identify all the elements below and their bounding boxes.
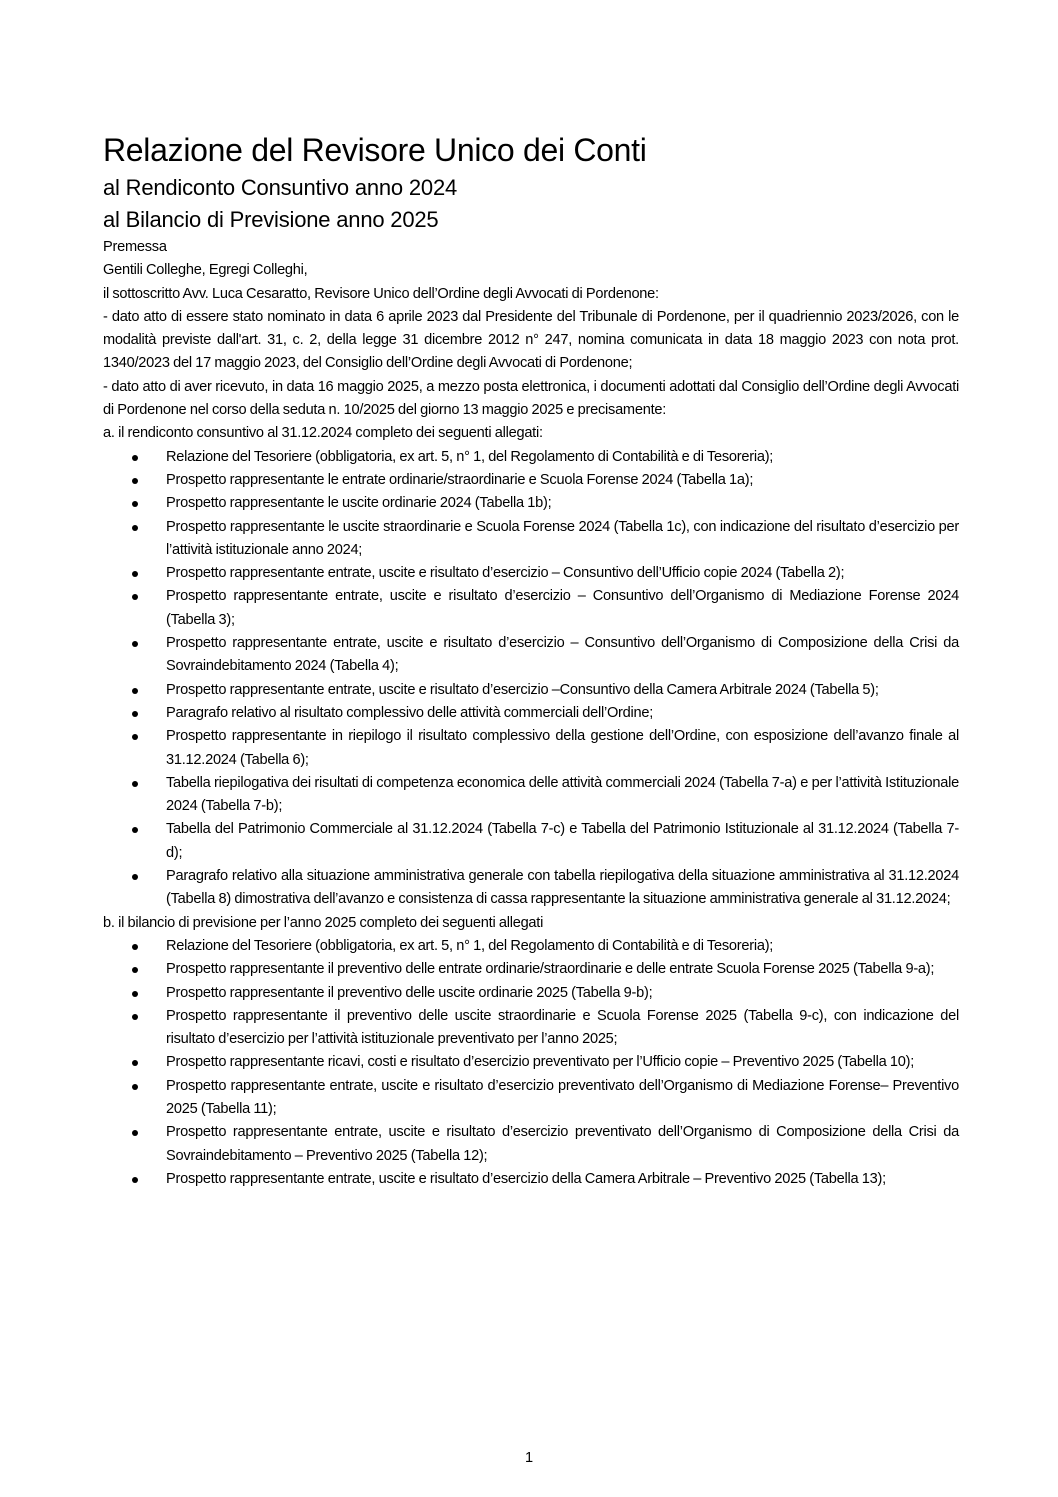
list-item (103, 1168, 959, 1191)
bullet-icon (132, 711, 138, 717)
list-item (103, 772, 959, 819)
bullet-icon (132, 827, 138, 833)
list-item (103, 702, 959, 725)
list-item (103, 1051, 959, 1074)
documents-received-paragraph: - dato atto di aver ricevuto, in data 16 maggio 2025, a mezzo posta elettronica, i documenti adottati dal Consiglio dell’Ordine degli Avvocati di Pordenone nel corso della seduta n. 10/2025 del giorno 13 maggio 2025 e precisamente: (103, 378, 959, 419)
list-item (103, 1005, 959, 1052)
list-item-text: Prospetto rappresentante entrate, uscite e risultato d’esercizio – Consuntivo dell’Ufficio copie 2024 (Tabella 2); (166, 565, 845, 582)
bullet-icon (132, 501, 138, 507)
list-a (103, 446, 959, 912)
list-item-text: Prospetto rappresentante le entrate ordinarie/straordinarie e Scuola Forense 2024 (Tabella 1a); (166, 471, 754, 488)
list-item-text: Tabella del Patrimonio Commerciale al 31.12.2024 (Tabella 7-c) e Tabella del Patrimonio Istituzionale al 31.12.2024 (Tabella 7-d); (166, 821, 959, 861)
nomination-paragraph: - dato atto di essere stato nominato in data 6 aprile 2023 dal Presidente del Tribunale di Pordenone, per il quadriennio 2023/2026, con le modalità previste dall'art. 31, c. 2, della legge 31 dicembre 2012 n° 247, nomina comunicata in data 18 maggio 2023 con nota prot. 1340/2023 del 17 maggio 2023, del Consiglio dell’Ordine degli Avvocati di Pordenone; (103, 308, 959, 372)
list-item-text: Prospetto rappresentante entrate, uscite e risultato d’esercizio preventivato dell’Organismo di Mediazione Forense– Preventivo 2025 (Tabella 11); (166, 1077, 959, 1117)
list-item-text: Prospetto rappresentante ricavi, costi e risultato d’esercizio preventivato per l’Ufficio copie – Preventivo 2025 (Tabella 10); (166, 1054, 915, 1071)
bullet-icon (132, 1014, 138, 1020)
page-content (103, 128, 959, 1191)
bullet-icon (132, 478, 138, 484)
list-item-text: Paragrafo relativo al risultato complessivo delle attività commerciali dell’Ordine; (166, 704, 654, 721)
bullet-icon (132, 455, 138, 461)
bullet-icon (132, 525, 138, 531)
document-body (103, 236, 959, 1191)
list-item (103, 818, 959, 865)
list-item (103, 492, 959, 515)
list-item (103, 1121, 959, 1168)
list-item (103, 982, 959, 1005)
bullet-icon (132, 594, 138, 600)
page-number: 1 (524, 1450, 534, 1466)
list-item-text: Relazione del Tesoriere (obbligatoria, ex art. 5, n° 1, del Regolamento di Contabilità e di Tesoreria); (166, 448, 774, 465)
bullet-icon (132, 1084, 138, 1090)
list-item-text: Prospetto rappresentante entrate, uscite e risultato d’esercizio della Camera Arbitrale – Preventivo 2025 (Tabella 13); (166, 1170, 886, 1187)
premessa-heading: Premessa (103, 239, 167, 255)
list-item-text: Prospetto rappresentante entrate, uscite e risultato d’esercizio –Consuntivo della Camera Arbitrale 2024 (Tabella 5); (166, 681, 879, 698)
list-item (103, 958, 959, 981)
list-item (103, 865, 959, 912)
bullet-icon (132, 874, 138, 880)
list-item (103, 679, 959, 702)
list-item (103, 562, 959, 585)
bullet-icon (132, 1177, 138, 1183)
section-b-heading: b. il bilancio di previsione per l’anno 2025 completo dei seguenti allegati (103, 914, 544, 931)
list-item-text: Prospetto rappresentante le uscite straordinarie e Scuola Forense 2024 (Tabella 1c), con indicazione del risultato d’esercizio per l’attività istituzionale anno 2024; (166, 518, 959, 558)
list-item-text: Prospetto rappresentante il preventivo delle uscite ordinarie 2025 (Tabella 9-b); (166, 984, 653, 1001)
list-item-text: Prospetto rappresentante entrate, uscite e risultato d’esercizio – Consuntivo dell’Organismo di Composizione della Crisi da Sovraindebitamento 2024 (Tabella 4); (166, 635, 959, 675)
list-item-text: Prospetto rappresentante il preventivo delle uscite straordinarie e Scuola Forense 2025 (Tabella 9-c), con indicazione del risultato d’esercizio per l’attività istituzionale preventivato per l’anno 2025; (166, 1007, 959, 1048)
bullet-icon (132, 1130, 138, 1136)
list-item (103, 725, 959, 772)
list-item-text: Relazione del Tesoriere (obbligatoria, ex art. 5, n° 1, del Regolamento di Contabilità e di Tesoreria); (166, 937, 774, 954)
list-item (103, 469, 959, 492)
list-item (103, 632, 959, 679)
list-item (103, 1075, 959, 1122)
document-title: Relazione del Revisore Unico dei Conti (103, 132, 647, 168)
list-item-text: Prospetto rappresentante entrate, uscite e risultato d’esercizio preventivato dell’Organismo di Composizione della Crisi da Sovraindebitamento – Preventivo 2025 (Tabella 12); (166, 1124, 959, 1164)
list-item (103, 516, 959, 563)
list-item-text: Prospetto rappresentante il preventivo delle entrate ordinarie/straordinarie e delle entrate Scuola Forense 2025 (Tabella 9-a); (166, 961, 935, 978)
bullet-icon (132, 781, 138, 787)
list-item-text: Prospetto rappresentante le uscite ordinarie 2024 (Tabella 1b); (166, 495, 552, 512)
list-item-text: Prospetto rappresentante entrate, uscite e risultato d’esercizio – Consuntivo dell’Organismo di Mediazione Forense 2024 (Tabella 3); (166, 588, 959, 628)
list-item (103, 585, 959, 632)
list-item-text: Tabella riepilogativa dei risultati di competenza economica delle attività commerciali 2024 (Tabella 7-a) e per l’attività Istituzionale 2024 (Tabella 7-b); (166, 774, 959, 815)
bullet-icon (132, 944, 138, 950)
bullet-icon (132, 991, 138, 997)
document-subtitle-consuntivo: al Rendiconto Consuntivo anno 2024 (103, 175, 458, 200)
bullet-icon (132, 571, 138, 577)
section-a-heading: a. il rendiconto consuntivo al 31.12.2024 completo dei seguenti allegati: (103, 425, 543, 442)
list-item (103, 446, 959, 469)
bullet-icon (132, 641, 138, 647)
list-b (103, 935, 959, 1191)
list-item (103, 935, 959, 958)
list-item-text: Prospetto rappresentante in riepilogo il risultato complessivo della gestione dell’Ordine, con esposizione dell’avanzo finale al 31.12.2024 (Tabella 6); (166, 728, 959, 768)
bullet-icon (132, 967, 138, 973)
bullet-icon (132, 688, 138, 694)
bullet-icon (132, 734, 138, 740)
greeting: Gentili Colleghe, Egregi Colleghi, (103, 262, 308, 279)
intro-paragraph: il sottoscritto Avv. Luca Cesaratto, Revisore Unico dell’Ordine degli Avvocati di Pordenone: (103, 285, 659, 302)
document-subtitle-previsione: al Bilancio di Previsione anno 2025 (103, 207, 439, 232)
bullet-icon (132, 1060, 138, 1066)
list-item-text: Paragrafo relativo alla situazione amministrativa generale con tabella riepilogativa della situazione amministrativa al 31.12.2024 (Tabella 8) dimostrativa dell’avanzo e consistenza di cassa rappresentante la situazione amministrativa generale al 31.12.2024; (166, 868, 959, 908)
